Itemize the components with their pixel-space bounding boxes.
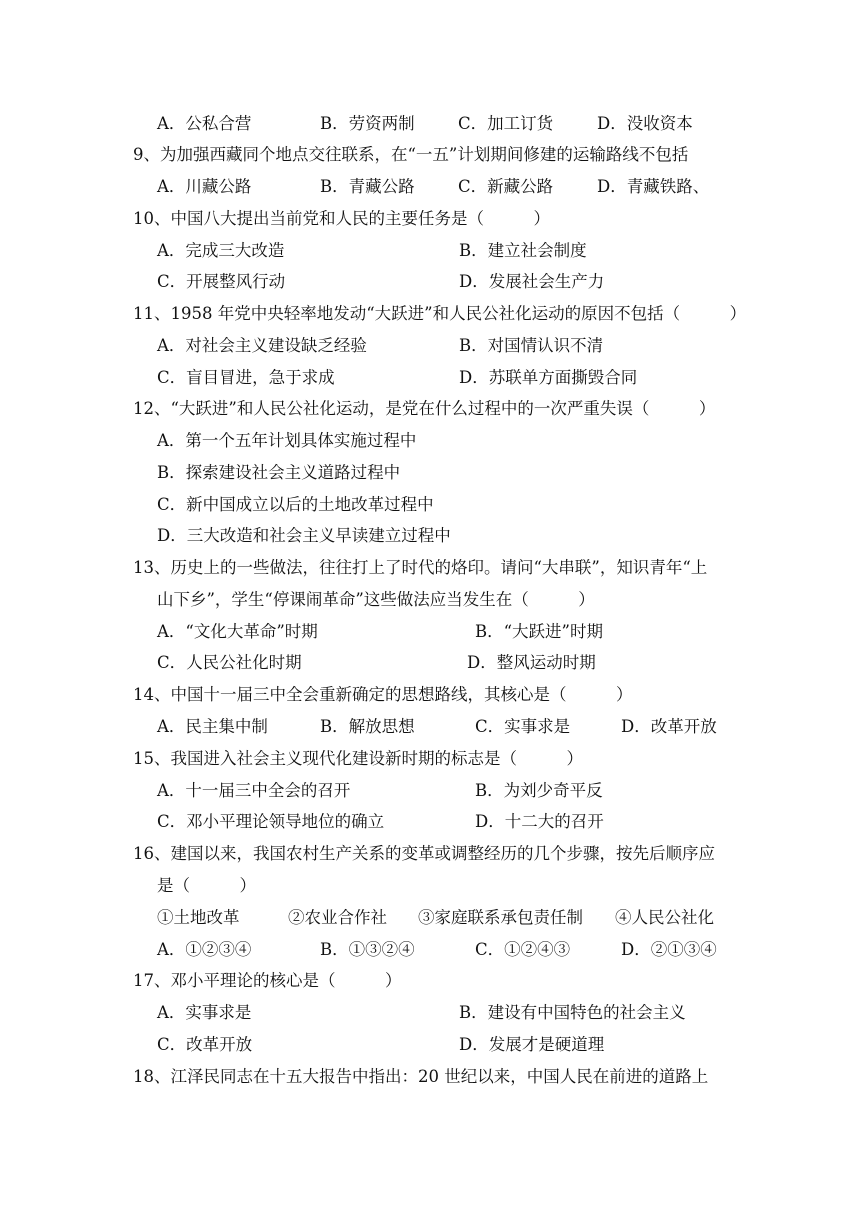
- q14-option-d: D．改革开放: [621, 717, 717, 736]
- q10-option-c: C．开展整风行动: [157, 272, 286, 291]
- q17-option-b: B．建设有中国特色的社会主义: [459, 1003, 686, 1022]
- q13-option-b: B．“大跃进”时期: [475, 622, 603, 641]
- q18-question: 18、江泽民同志在十五大报告中指出：20 世纪以来，中国人民在前进的道路上: [133, 1067, 709, 1086]
- q17-question: 17、邓小平理论的核心是（ ）: [133, 971, 402, 990]
- q13-question-line1: 13、历史上的一些做法，往往打上了时代的烙印。请问“大串联”，知识青年“上: [133, 558, 708, 577]
- q16-option-a: A．①②③④: [157, 940, 252, 959]
- q14-option-a: A．民主集中制: [157, 717, 268, 736]
- q16-item-2: ②农业合作社: [288, 908, 387, 927]
- q9-option-d: D．青藏铁路、: [597, 177, 710, 196]
- q8-option-a: A．公私合营: [157, 114, 252, 133]
- q14-option-b: B．解放思想: [320, 717, 415, 736]
- q17-option-c: C．改革开放: [157, 1035, 253, 1054]
- q15-option-d: D．十二大的召开: [475, 812, 604, 831]
- q11-option-d: D．苏联单方面撕毁合同: [459, 368, 638, 387]
- q11-option-c: C．盲目冒进，急于求成: [157, 368, 335, 387]
- q12-option-c: C．新中国成立以后的土地改革过程中: [157, 495, 434, 514]
- q16-question-line1: 16、建国以来，我国农村生产关系的变革或调整经历的几个步骤，按先后顺序应: [133, 844, 715, 863]
- q10-question: 10、中国八大提出当前党和人民的主要任务是（ ）: [133, 209, 550, 228]
- q13-option-c: C．人民公社化时期: [157, 653, 302, 672]
- q12-option-b: B．探索建设社会主义道路过程中: [157, 463, 401, 482]
- q16-question-line2: 是（ ）: [157, 876, 256, 895]
- q12-option-d: D．三大改造和社会主义早读建立过程中: [157, 526, 451, 545]
- q9-option-b: B．青藏公路: [320, 177, 415, 196]
- q10-option-a: A．完成三大改造: [157, 241, 285, 260]
- q9-option-c: C．新藏公路: [458, 177, 554, 196]
- q12-question: 12、“大跃进”和人民公社化运动，是党在什么过程中的一次严重失误（ ）: [133, 399, 716, 418]
- q13-question-line2: 山下乡”，学生“停课闹革命”这些做法应当发生在（ ）: [157, 590, 595, 609]
- q14-option-c: C．实事求是: [475, 717, 571, 736]
- q16-item-3: ③家庭联系承包责任制: [418, 908, 583, 927]
- q8-option-d: D．没收资本: [597, 114, 693, 133]
- q8-option-c: C．加工订货: [458, 114, 554, 133]
- q15-option-b: B．为刘少奇平反: [475, 781, 603, 800]
- q16-option-b: B．①③②④: [320, 940, 415, 959]
- q11-option-b: B．对国情认识不清: [459, 336, 604, 355]
- q15-option-a: A．十一届三中全会的召开: [157, 781, 351, 800]
- q13-option-d: D．整风运动时期: [467, 653, 596, 672]
- q9-option-a: A．川藏公路: [157, 177, 252, 196]
- q10-option-d: D．发展社会生产力: [459, 272, 605, 291]
- q15-question: 15、我国进入社会主义现代化建设新时期的标志是（ ）: [133, 749, 583, 768]
- q8-option-b: B．劳资两制: [320, 114, 415, 133]
- q11-question: 11、1958 年党中央轻率地发动“大跃进”和人民公社化运动的原因不包括（ ）: [133, 304, 747, 323]
- q17-option-d: D．发展才是硬道理: [459, 1035, 605, 1054]
- q9-question: 9、为加强西藏同个地点交往联系，在“一五”计划期间修建的运输路线不包括: [133, 145, 689, 164]
- q10-option-b: B．建立社会制度: [459, 241, 587, 260]
- q16-option-d: D．②①③④: [621, 940, 717, 959]
- q13-option-a: A．“文化大革命”时期: [157, 622, 318, 641]
- q16-item-4: ④人民公社化: [615, 908, 714, 927]
- q14-question: 14、中国十一届三中全会重新确定的思想路线，其核心是（ ）: [133, 685, 633, 704]
- q12-option-a: A．第一个五年计划具体实施过程中: [157, 431, 417, 450]
- q17-option-a: A．实事求是: [157, 1003, 252, 1022]
- q16-item-1: ①土地改革: [157, 908, 240, 927]
- q16-option-c: C．①②④③: [475, 940, 571, 959]
- q15-option-c: C．邓小平理论领导地位的确立: [157, 812, 385, 831]
- q11-option-a: A．对社会主义建设缺乏经验: [157, 336, 367, 355]
